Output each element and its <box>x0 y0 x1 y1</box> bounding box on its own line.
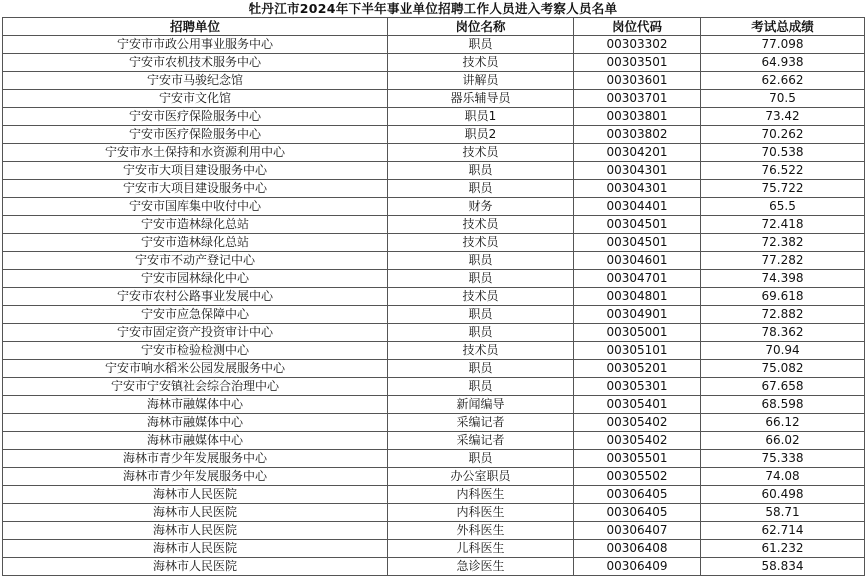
cell-code: 00306408 <box>574 540 701 558</box>
cell-score: 65.5 <box>701 198 865 216</box>
cell-code: 00306405 <box>574 486 701 504</box>
cell-score: 73.42 <box>701 108 865 126</box>
cell-unit: 宁安市医疗保险服务中心 <box>3 108 388 126</box>
cell-code: 00305201 <box>574 360 701 378</box>
cell-unit: 海林市人民医院 <box>3 522 388 540</box>
table-row <box>3 360 865 378</box>
cell-position: 技术员 <box>388 54 574 72</box>
cell-score: 66.12 <box>701 414 865 432</box>
cell-unit: 海林市融媒体中心 <box>3 396 388 414</box>
table-row <box>3 180 865 198</box>
table-row <box>3 468 865 486</box>
table-row <box>3 54 865 72</box>
cell-score: 66.02 <box>701 432 865 450</box>
table-row <box>3 270 865 288</box>
cell-code: 00306405 <box>574 504 701 522</box>
cell-position: 办公室职员 <box>388 468 574 486</box>
cell-unit: 宁安市文化馆 <box>3 90 388 108</box>
cell-score: 77.282 <box>701 252 865 270</box>
header-unit: 招聘单位 <box>3 18 388 36</box>
cell-unit: 海林市融媒体中心 <box>3 414 388 432</box>
cell-unit: 宁安市农村公路事业发展中心 <box>3 288 388 306</box>
cell-code: 00303601 <box>574 72 701 90</box>
table-row <box>3 162 865 180</box>
cell-unit: 宁安市大项目建设服务中心 <box>3 162 388 180</box>
cell-score: 68.598 <box>701 396 865 414</box>
cell-position: 急诊医生 <box>388 558 574 576</box>
table-body <box>3 36 865 576</box>
cell-unit: 海林市人民医院 <box>3 486 388 504</box>
cell-unit: 宁安市水土保持和水资源利用中心 <box>3 144 388 162</box>
cell-code: 00305402 <box>574 414 701 432</box>
cell-unit: 宁安市造林绿化总站 <box>3 216 388 234</box>
cell-code: 00305101 <box>574 342 701 360</box>
cell-unit: 宁安市固定资产投资审计中心 <box>3 324 388 342</box>
cell-position: 职员 <box>388 252 574 270</box>
cell-score: 60.498 <box>701 486 865 504</box>
table-row <box>3 36 865 54</box>
table-header-row <box>3 18 865 36</box>
cell-position: 职员 <box>388 378 574 396</box>
cell-score: 58.834 <box>701 558 865 576</box>
table-row <box>3 396 865 414</box>
cell-score: 62.714 <box>701 522 865 540</box>
table-row <box>3 216 865 234</box>
cell-position: 内科医生 <box>388 486 574 504</box>
cell-position: 职员1 <box>388 108 574 126</box>
cell-position: 采编记者 <box>388 414 574 432</box>
cell-code: 00303501 <box>574 54 701 72</box>
cell-unit: 海林市青少年发展服务中心 <box>3 450 388 468</box>
table-row <box>3 540 865 558</box>
cell-position: 儿科医生 <box>388 540 574 558</box>
results-table <box>2 17 865 576</box>
cell-score: 70.538 <box>701 144 865 162</box>
cell-unit: 海林市人民医院 <box>3 540 388 558</box>
cell-score: 67.658 <box>701 378 865 396</box>
cell-unit: 海林市人民医院 <box>3 558 388 576</box>
cell-code: 00305502 <box>574 468 701 486</box>
cell-unit: 宁安市农机技术服务中心 <box>3 54 388 72</box>
cell-position: 采编记者 <box>388 432 574 450</box>
cell-unit: 宁安市园林绿化中心 <box>3 270 388 288</box>
cell-position: 职员 <box>388 324 574 342</box>
cell-score: 70.94 <box>701 342 865 360</box>
cell-unit: 宁安市造林绿化总站 <box>3 234 388 252</box>
cell-code: 00305001 <box>574 324 701 342</box>
table-row <box>3 234 865 252</box>
cell-position: 职员 <box>388 162 574 180</box>
cell-position: 新闻编导 <box>388 396 574 414</box>
cell-score: 72.418 <box>701 216 865 234</box>
cell-score: 64.938 <box>701 54 865 72</box>
table-row <box>3 558 865 576</box>
cell-score: 74.08 <box>701 468 865 486</box>
cell-unit: 宁安市大项目建设服务中心 <box>3 180 388 198</box>
cell-code: 00304301 <box>574 180 701 198</box>
cell-position: 技术员 <box>388 234 574 252</box>
cell-position: 职员2 <box>388 126 574 144</box>
cell-position: 技术员 <box>388 288 574 306</box>
table-row <box>3 306 865 324</box>
cell-position: 职员 <box>388 36 574 54</box>
table-row <box>3 486 865 504</box>
table-row <box>3 288 865 306</box>
cell-unit: 宁安市宁安镇社会综合治理中心 <box>3 378 388 396</box>
cell-position: 讲解员 <box>388 72 574 90</box>
cell-code: 00304501 <box>574 234 701 252</box>
cell-position: 技术员 <box>388 342 574 360</box>
cell-score: 75.722 <box>701 180 865 198</box>
cell-unit: 宁安市国库集中收付中心 <box>3 198 388 216</box>
cell-position: 职员 <box>388 180 574 198</box>
cell-code: 00305401 <box>574 396 701 414</box>
cell-score: 75.338 <box>701 450 865 468</box>
table-row <box>3 144 865 162</box>
cell-score: 72.382 <box>701 234 865 252</box>
cell-position: 职员 <box>388 360 574 378</box>
page-title: 牡丹江市2024年下半年事业单位招聘工作人员进入考察人员名单 <box>248 1 618 16</box>
cell-code: 00306407 <box>574 522 701 540</box>
header-score: 考试总成绩 <box>701 18 865 36</box>
table-row <box>3 126 865 144</box>
cell-unit: 海林市青少年发展服务中心 <box>3 468 388 486</box>
cell-code: 00304401 <box>574 198 701 216</box>
cell-unit: 宁安市响水稻米公园发展服务中心 <box>3 360 388 378</box>
cell-score: 70.5 <box>701 90 865 108</box>
cell-code: 00303802 <box>574 126 701 144</box>
cell-code: 00304901 <box>574 306 701 324</box>
cell-code: 00304201 <box>574 144 701 162</box>
cell-score: 76.522 <box>701 162 865 180</box>
cell-position: 内科医生 <box>388 504 574 522</box>
cell-code: 00304301 <box>574 162 701 180</box>
cell-code: 00303302 <box>574 36 701 54</box>
table-row <box>3 72 865 90</box>
cell-score: 62.662 <box>701 72 865 90</box>
cell-score: 69.618 <box>701 288 865 306</box>
header-code: 岗位代码 <box>574 18 701 36</box>
cell-code: 00303801 <box>574 108 701 126</box>
table-row <box>3 198 865 216</box>
table-row <box>3 450 865 468</box>
table-row <box>3 252 865 270</box>
cell-position: 技术员 <box>388 216 574 234</box>
cell-position: 职员 <box>388 450 574 468</box>
table-row <box>3 414 865 432</box>
cell-position: 技术员 <box>388 144 574 162</box>
cell-code: 00304801 <box>574 288 701 306</box>
cell-position: 职员 <box>388 306 574 324</box>
cell-position: 财务 <box>388 198 574 216</box>
cell-code: 00304601 <box>574 252 701 270</box>
cell-code: 00304501 <box>574 216 701 234</box>
cell-position: 器乐辅导员 <box>388 90 574 108</box>
table-row <box>3 378 865 396</box>
cell-unit: 宁安市市政公用事业服务中心 <box>3 36 388 54</box>
cell-unit: 宁安市医疗保险服务中心 <box>3 126 388 144</box>
cell-unit: 宁安市不动产登记中心 <box>3 252 388 270</box>
table-row <box>3 432 865 450</box>
cell-unit: 宁安市应急保障中心 <box>3 306 388 324</box>
cell-code: 00306409 <box>574 558 701 576</box>
cell-code: 00304701 <box>574 270 701 288</box>
cell-score: 78.362 <box>701 324 865 342</box>
cell-unit: 海林市融媒体中心 <box>3 432 388 450</box>
cell-position: 职员 <box>388 270 574 288</box>
cell-code: 00305501 <box>574 450 701 468</box>
cell-unit: 宁安市马骏纪念馆 <box>3 72 388 90</box>
cell-score: 58.71 <box>701 504 865 522</box>
table-row <box>3 504 865 522</box>
table-row <box>3 90 865 108</box>
table-row <box>3 108 865 126</box>
cell-score: 70.262 <box>701 126 865 144</box>
cell-score: 72.882 <box>701 306 865 324</box>
table-row <box>3 324 865 342</box>
cell-unit: 宁安市检验检测中心 <box>3 342 388 360</box>
table-row <box>3 342 865 360</box>
cell-score: 77.098 <box>701 36 865 54</box>
cell-position: 外科医生 <box>388 522 574 540</box>
header-position: 岗位名称 <box>388 18 574 36</box>
table-row <box>3 522 865 540</box>
cell-code: 00305301 <box>574 378 701 396</box>
cell-code: 00305402 <box>574 432 701 450</box>
cell-code: 00303701 <box>574 90 701 108</box>
cell-unit: 海林市人民医院 <box>3 504 388 522</box>
cell-score: 75.082 <box>701 360 865 378</box>
cell-score: 61.232 <box>701 540 865 558</box>
cell-score: 74.398 <box>701 270 865 288</box>
